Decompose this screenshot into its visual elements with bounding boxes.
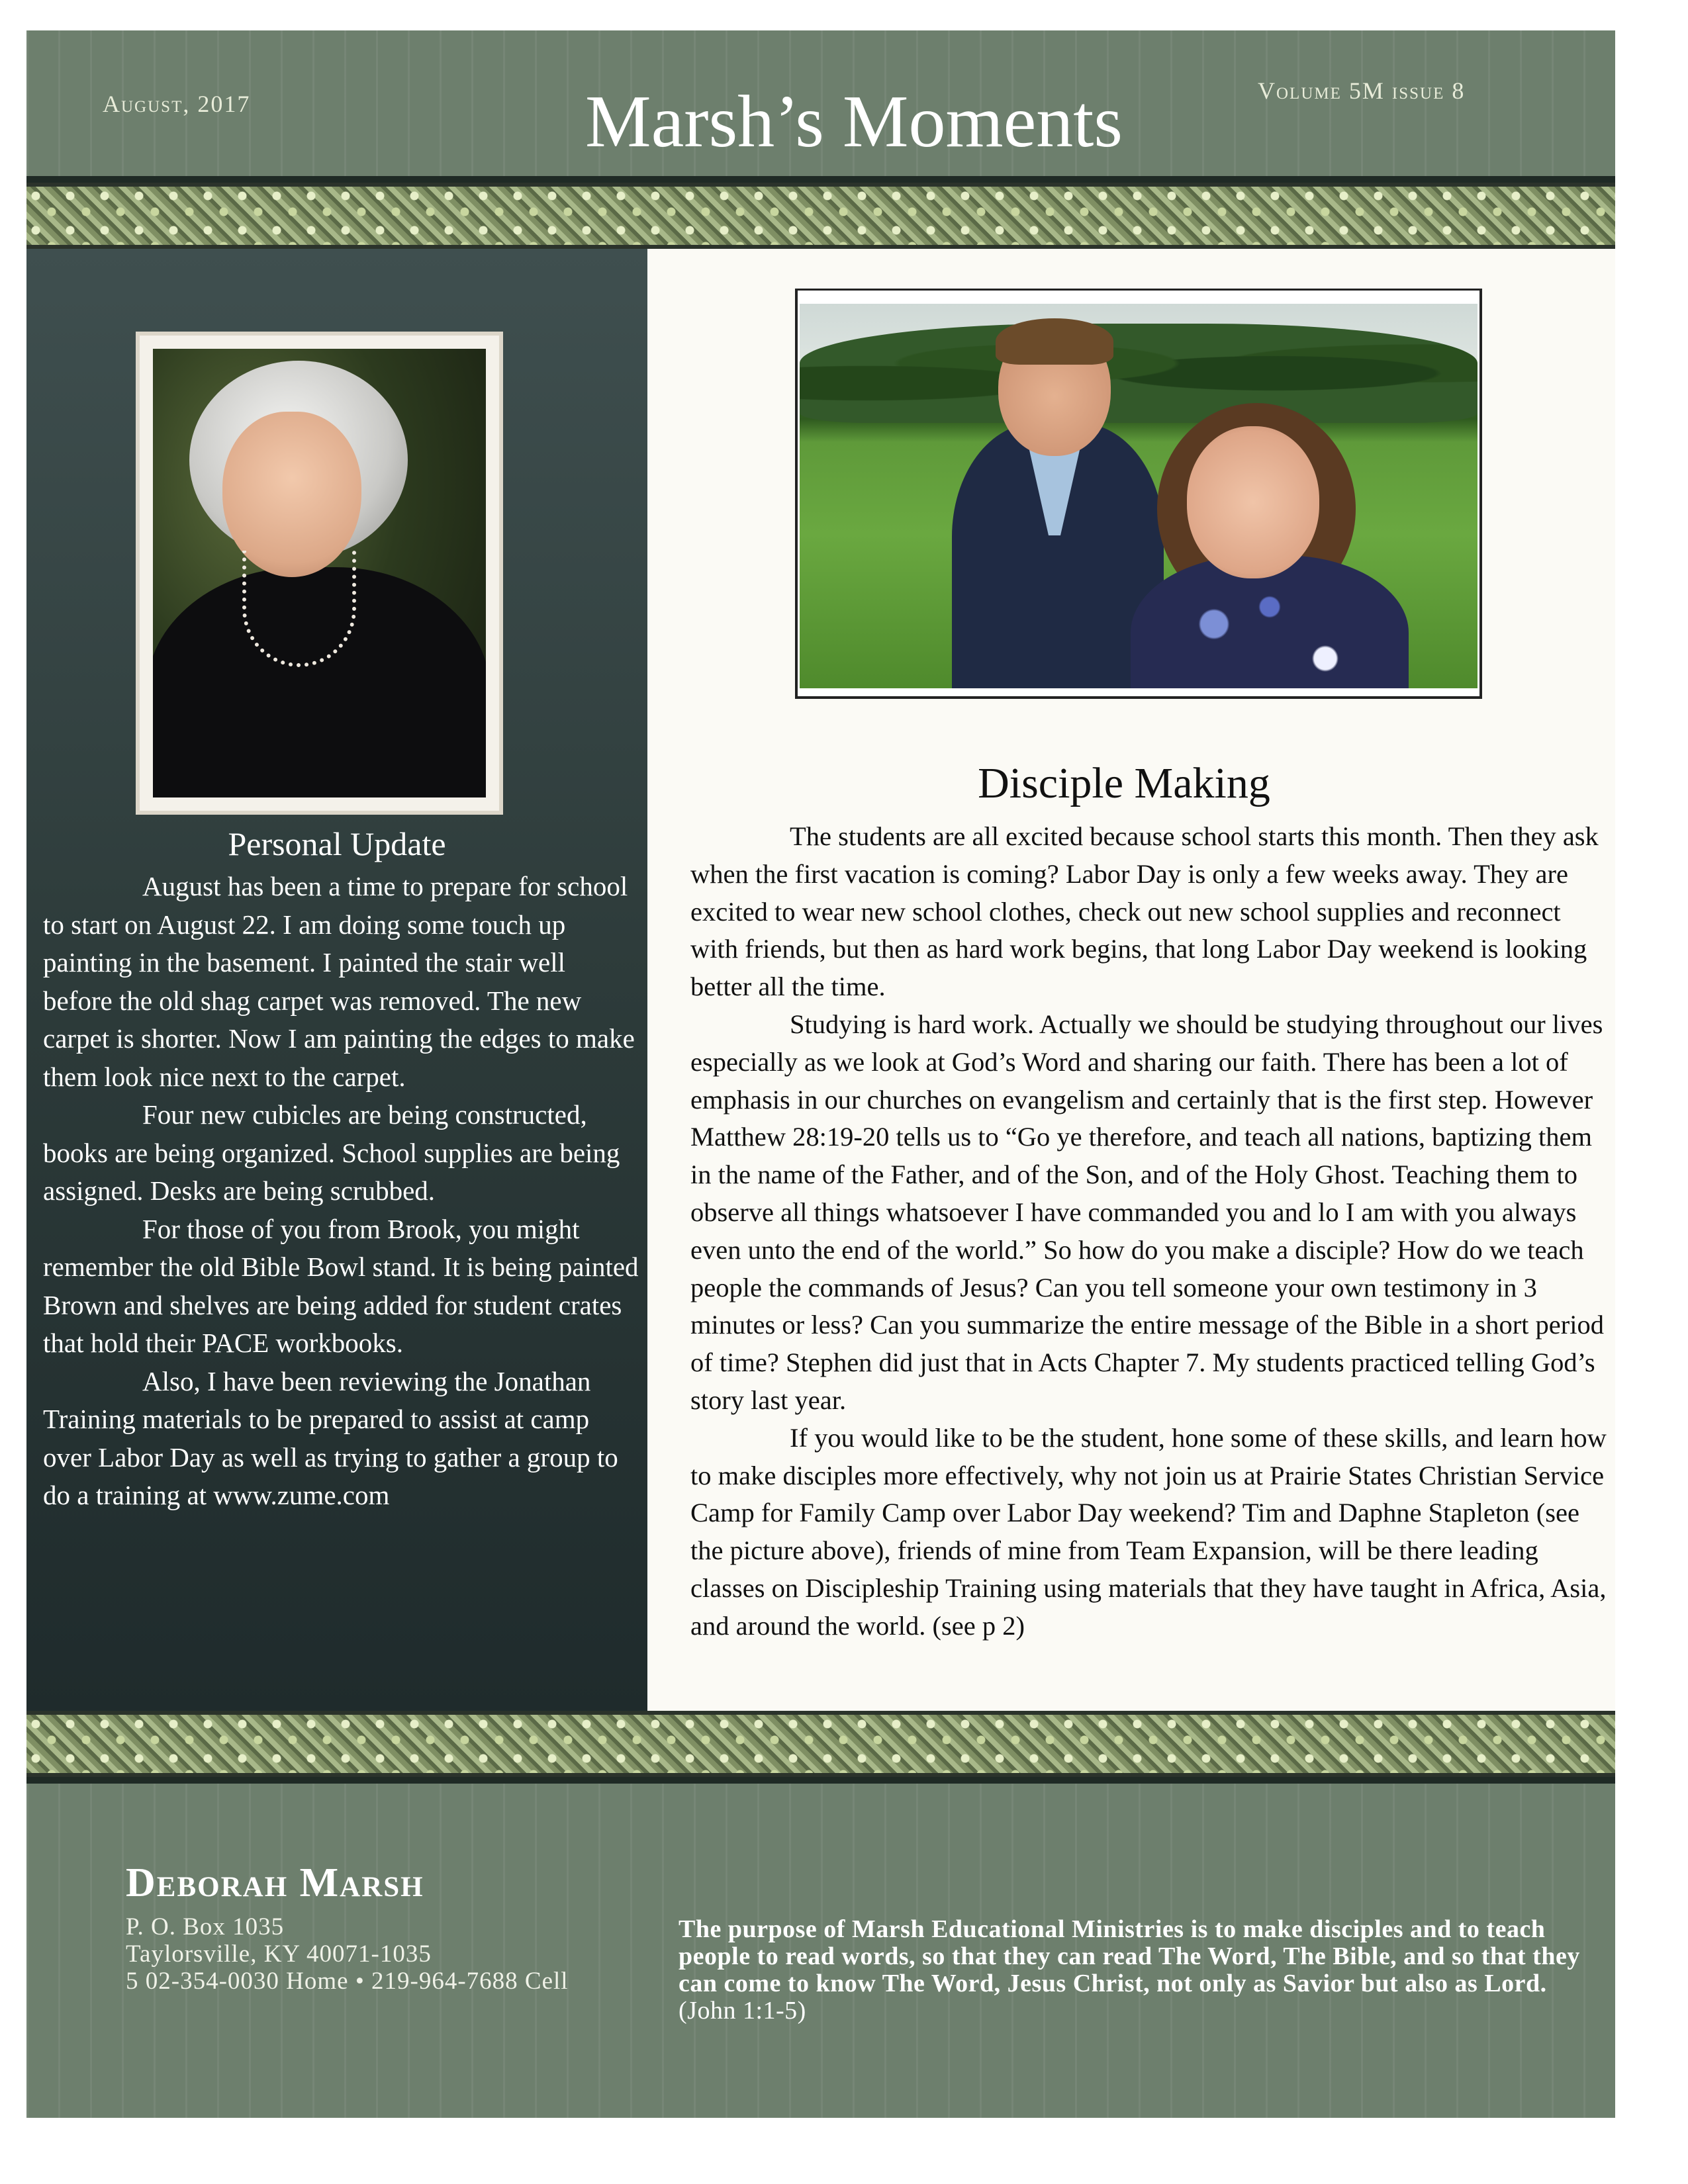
paragraph: For those of you from Brook, you might remember the old Bible Bowl stand. It is being painted Brown and shelves are being added for student crates that hold their PACE workbooks. bbox=[43, 1213, 639, 1358]
footer-divider bbox=[26, 1777, 1615, 1784]
newsletter-footer bbox=[26, 1777, 1615, 2118]
paragraph: Four new cubicles are being constructed, books are being organized. School supplies are being assigned. Desks are being scrubbed. bbox=[43, 1099, 620, 1206]
article-heading: Disciple Making bbox=[978, 759, 1270, 807]
newsletter-header bbox=[26, 30, 1615, 181]
issue-date: August, 2017 bbox=[103, 91, 251, 117]
personal-update-heading: Personal Update bbox=[228, 825, 446, 862]
personal-update-body bbox=[43, 868, 639, 1515]
mission-text: The purpose of Marsh Educational Ministries is to make disciples and to teach people to read words, so that they can read The Word, The Bible, and so that they can come to know The Word, Jesus Christ, not only as Savior but also as Lord. bbox=[679, 1915, 1580, 1997]
header-divider bbox=[26, 176, 1615, 183]
contact-phones: 5 02-354-0030 Home • 219-964-7688 Cell bbox=[126, 1968, 569, 1995]
couple-photo-frame bbox=[795, 289, 1482, 699]
mission-statement bbox=[679, 1916, 1605, 2025]
portrait-photo bbox=[153, 349, 486, 797]
paragraph: The students are all excited because school starts this month. Then they ask when the first vacation is coming? Labor Day is only a few weeks away. They are excited to wear new school clothes, check out new school supplies and reconnect with friends, but then as hard work begins, that long Labor Day weekend is looking better all the time. bbox=[690, 821, 1599, 1002]
decorative-band-bottom bbox=[26, 1711, 1615, 1777]
article-body bbox=[690, 818, 1607, 1645]
couple-photo bbox=[800, 304, 1477, 688]
contact-name: Deborah Marsh bbox=[126, 1860, 424, 1905]
paragraph: Also, I have been reviewing the Jonathan Training materials to be prepared to assist at camp over Labor Day as well as trying to gather a group to do a training at www.zume.com bbox=[43, 1365, 618, 1510]
main-article bbox=[647, 249, 1615, 1711]
paragraph: Studying is hard work. Actually we should be studying throughout our lives especially as we look at God’s Word and sharing our faith. There has been a lot of emphasis in our churches on evangelism and certainly that is the first step. However Matthew 28:19-20 tells us to “Go ye therefore, and teach all nations, baptizing them in the name of the Father, and of the Son, and of the Holy Ghost. Teaching them to observe all things whatsoever I have commanded you and lo I am with you always even unto the end of the world.” So how do you make a disciple? How do we teach people the commands of Jesus? Can you tell someone your own testimony in 3 minutes or less? Can you summarize the entire message of the Bible in a short period of time? Stephen did just that in Acts Chapter 7. My students practiced telling God’s story last year. bbox=[690, 1009, 1605, 1415]
paragraph: If you would like to be the student, hone some of these skills, and learn how to make disciples more effectively, why not join us at Prairie States Christian Service Camp for Family Camp over Labor Day weekend? Tim and Daphne Stapleton (see the picture above), friends of mine from Team Expansion, will be there leading classes on Discipleship Training using materials that they have taught in Africa, Asia, and around the world. (see p 2) bbox=[690, 1422, 1607, 1641]
portrait-frame bbox=[136, 332, 503, 815]
contact-address-line2: Taylorsville, KY 40071-1035 bbox=[126, 1940, 432, 1968]
volume-issue: Volume 5M issue 8 bbox=[1258, 77, 1466, 104]
contact-address-line1: P. O. Box 1035 bbox=[126, 1913, 285, 1940]
paragraph: August has been a time to prepare for school to start on August 22. I am doing some touch up painting in the basement. I painted the stair well before the old shag carpet was removed. The new carpet is shorter. Now I am painting the edges to make them look nice next to the carpet. bbox=[43, 871, 635, 1092]
scripture-reference: (John 1:1-5) bbox=[679, 1997, 806, 2025]
decorative-band-top bbox=[26, 183, 1615, 249]
personal-update-sidebar bbox=[26, 249, 647, 1711]
newsletter-title: Marsh’s Moments bbox=[585, 81, 1123, 163]
